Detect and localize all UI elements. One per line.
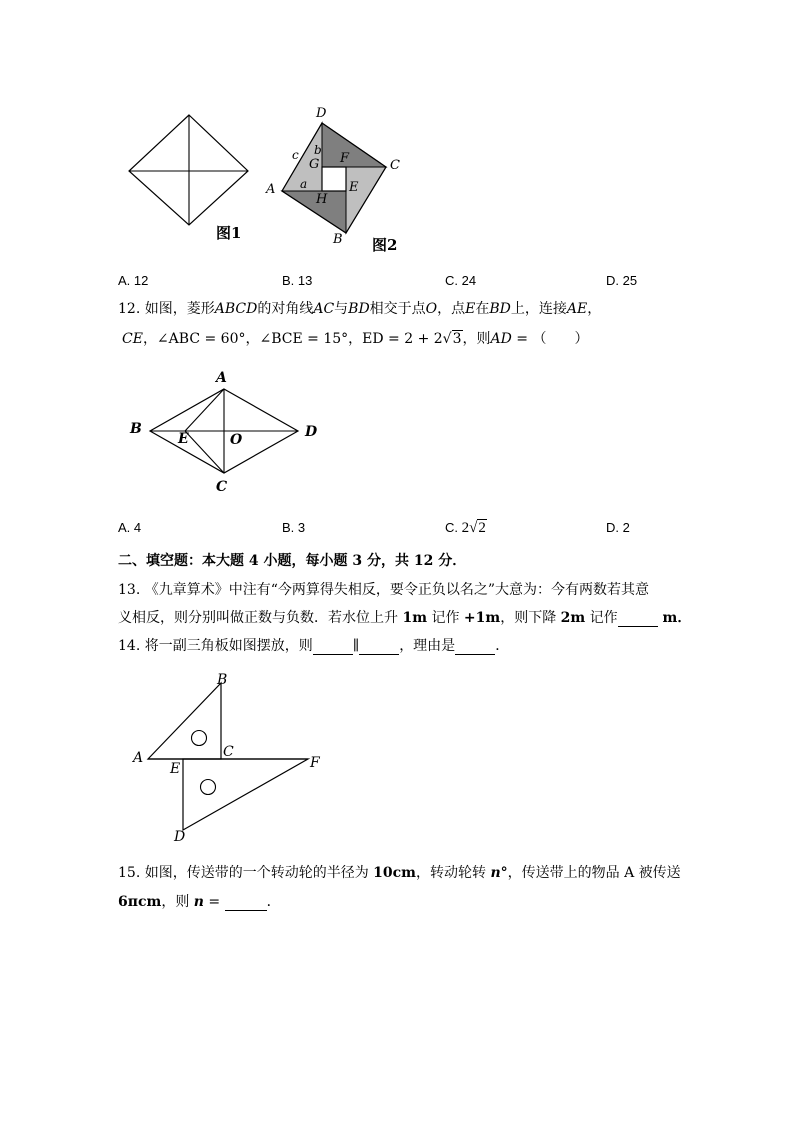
fig2-label-a: a [300, 177, 308, 191]
q11-option-a[interactable]: A. 12 [118, 273, 149, 288]
q15-answer-blank[interactable] [225, 896, 267, 911]
q12-point-E: E [178, 431, 189, 447]
q15-line1: 15. 如图，传送带的一个转动轮的半径为 10cm，转动轮转 n°，传送带上的物品 A 被传送 [118, 865, 681, 881]
q14-blank-2[interactable] [359, 640, 399, 655]
fig2-point-C: C [390, 158, 400, 173]
q14-figure [140, 670, 330, 840]
q13-line2: 义相反，则分别叫做正数与负数．若水位上升 1m 记作 +1m，则下降 2m 记作 m． [118, 610, 692, 626]
q14-point-F: F [310, 755, 320, 771]
fig2-label-c: c [292, 148, 299, 162]
q12-point-O: O [230, 432, 243, 448]
q14-triangle-edf [183, 759, 308, 830]
fig2-point-A: A [266, 182, 276, 197]
q14-line: 14. 将一副三角板如图摆放，则 ∥ ，理由是 ． [118, 638, 510, 654]
q14-point-E: E [170, 761, 181, 777]
fig1-label: 图1 [216, 224, 242, 242]
q12-point-B: B [130, 421, 142, 437]
q14-point-C: C [223, 744, 234, 760]
fig2-point-D: D [316, 106, 327, 121]
q12-point-C: C [216, 479, 228, 495]
q14-hole-bottom [201, 780, 216, 795]
q11-option-c[interactable]: C. 24 [445, 273, 477, 288]
fig2-point-F: F [340, 151, 350, 166]
q12-option-c[interactable]: C. 2√2 [445, 520, 486, 536]
q12-segment-ce [185, 431, 224, 473]
q14-triangle-abc [148, 683, 221, 759]
q14-blank-1[interactable] [313, 640, 353, 655]
fig2-point-H: H [316, 192, 328, 207]
fig2-point-B: B [333, 232, 343, 247]
q12-option-d[interactable]: D. 2 [606, 520, 630, 535]
q11-option-b[interactable]: B. 13 [282, 273, 313, 288]
q12-point-A: A [216, 370, 227, 386]
q15-line2: 6πcm，则 n = ． [118, 894, 281, 910]
q12-point-D: D [305, 424, 318, 440]
fig2-label-b: b [314, 143, 322, 157]
q14-hole-top [192, 731, 207, 746]
fig2-point-E: E [349, 180, 359, 195]
q14-point-A: A [133, 750, 144, 766]
figure-1 [120, 105, 260, 240]
figure-2 [262, 103, 412, 253]
q11-option-d[interactable]: D. 25 [606, 273, 638, 288]
fig2-label: 图2 [372, 236, 398, 254]
q14-point-D: D [174, 829, 186, 845]
section-2-title: 二、填空题：本大题 4 小题，每小题 3 分，共 12 分． [118, 553, 467, 569]
fig2-point-G: G [309, 157, 320, 172]
q12-figure [140, 380, 310, 480]
q14-point-B: B [217, 672, 228, 688]
q13-answer-blank[interactable] [618, 612, 658, 627]
q12-segment-ae [185, 389, 224, 431]
q12-option-a[interactable]: A. 4 [118, 520, 142, 535]
q12-line2: CE，∠ABC = 60°，∠BCE = 15°，ED = 2 + 2√3，则AD = （ ） [122, 331, 589, 347]
q12-line1: 12. 如图，菱形ABCD的对角线AC与BD相交于点O，点E在BD上，连接AE， [118, 301, 602, 317]
q13-line1: 13. 《九章算术》中注有“今两算得失相反，要令正负以名之”大意为：今有两数若其意 [118, 582, 650, 598]
fig2-inner-square [322, 167, 346, 191]
q14-blank-3[interactable] [455, 640, 495, 655]
q12-option-b[interactable]: B. 3 [282, 520, 306, 535]
